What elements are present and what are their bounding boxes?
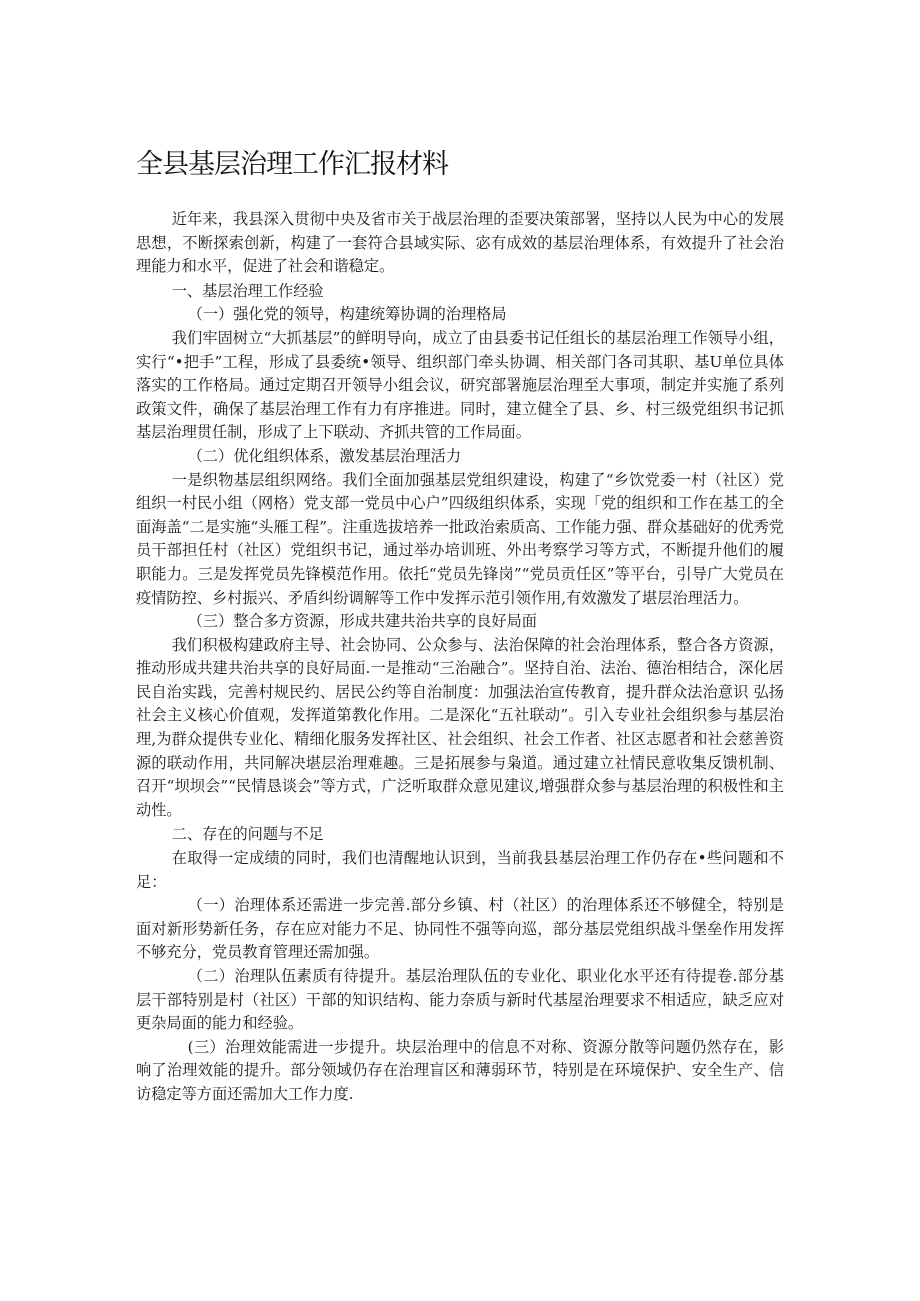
section2-heading: 二、存在的问题与不足 — [171, 825, 324, 844]
section2-item1: （一）治理体系还需进一步完善.部分乡镇、村（社区）的治理体系还不够健全，特别是面对新形势新任务，存在应对能力不足、协同性不强等向巡，部分基层党组织战斗堡垒作用发挥不够充分，党员教育管理还需加强。 — [136, 896, 784, 962]
section1-sub2-body: 一是织物基层组织网络。我们全面加强基层党组织建设，构建了“乡饮党委一村（社区）党组织一村民小组（网格）党支部一党员中心户”四级组织体系，实现「党的组织和工作在基工的全面海盖“二是实施“头雁工程”。注重选拔培养一批政治索质高、工作能力强、群众基础好的优秀党员干部担任村（社区）党组织书记，通过举办培训班、外出考察学习等方式，不断提升他们的履职能力。三是发挥党员先锋模范作用。依托“党员先锋岗”“党员贡任区”等平台，引导广大党员在疫情防控、乡村振兴、矛盾纠纷调解等工作中发挥示范引领作用,有效激发了堪层治理活力。 — [136, 470, 784, 607]
section1-sub1-heading: （一）强化党的领导，构建统筹协调的治理格局 — [187, 305, 507, 324]
section1-heading: 一、基层治理工作经验 — [171, 281, 324, 300]
intro-paragraph: 近年来，我县深入贯彻中央及省市关于战层治理的歪要决策部署，坚持以人民为中心的发展思想，不断探索创新，构建了一套符合县域实际、宓有成效的基层治理体系，有效提升了社会治理能力和水平，促进了社会和谐稳定。 — [136, 210, 784, 276]
document-title: 全县基层治理工作汇报材料 — [136, 149, 448, 180]
section2-item2: （二）治理队伍素质有待提升。基层治理队伍的专业化、职业化水平还有待提卷.部分基层干部特别是村（社区）干部的知识结构、能力奈质与新时代基屋治理要求不相适应，缺乏应对更杂局面的能力和经验。 — [136, 967, 784, 1033]
section2-item3: (三）治理效能需进一步提升。块层治理中的信息不对称、资源分散等问题仍然存在，影响了治理效能的提升。部分领域仍存在治理盲区和薄弱环节，特别是在环境保护、安全生产、信访稳定等方面还需加大工作力度. — [136, 1037, 784, 1103]
document-page — [136, 148, 784, 1107]
section1-sub3-body: 我们积极构建政府主导、社会协同、公众参与、法治保障的社会治理体系，整合各方资源，推动形成共建共治共享的良好局面.一是推动“三治融合”。坚持自治、法治、德治相结合，深化居民自治实践，完善村规民约、居民公约等自治制度：加强法治宣传教育，提升群众法治意识 弘扬社会主义核心价值观，发挥道第教化作用。二是深化“五社联动”。引入专业社会组织参与基层治理,为群众提供专业化、精细化服务发挥社区、社会组织、社会工作者、社区志愿者和社会慈善资源的联动作用，共同解决堪层治理难趣。三是拓展参与枭道。通过建立社情民意收集反馈机制、召开“坝坝会”“民情恳谈会”等方式，广泛听取群众意见建议,增强群众参与基层治理的积极性和主动性。 — [136, 635, 784, 819]
section1-sub3-heading: （三）整合多方资源，形成共建共治共享的良好局面 — [187, 612, 537, 631]
section1-sub1-body: 我们牢固树立“大抓基层”的鲜明导向，成立了由县委书记任组长的基层治理工作领导小组，实行“•把手”工程，形成了县委统•领导、组织部门牵头协调、相关部门各司其职、基U单位具体落实的工作格局。通过定期召开领导小组会议，研究部署施层治理至大事项，制定并实施了系列政策文件，确保了基层治理工作有力有序推进。同时，建立健全了县、乡、村三级党组织书记抓基层治理贯任制，形成了上下联动、齐抓共管的工作局面。 — [136, 328, 784, 442]
section2-intro: 在取得一定成绩的同时，我们也清醒地认识到，当前我县基层治理工作仍存在•些问题和不足： — [136, 849, 784, 891]
section1-sub2-heading: （二）优化组织体系，激发基层治理活力 — [187, 446, 462, 465]
